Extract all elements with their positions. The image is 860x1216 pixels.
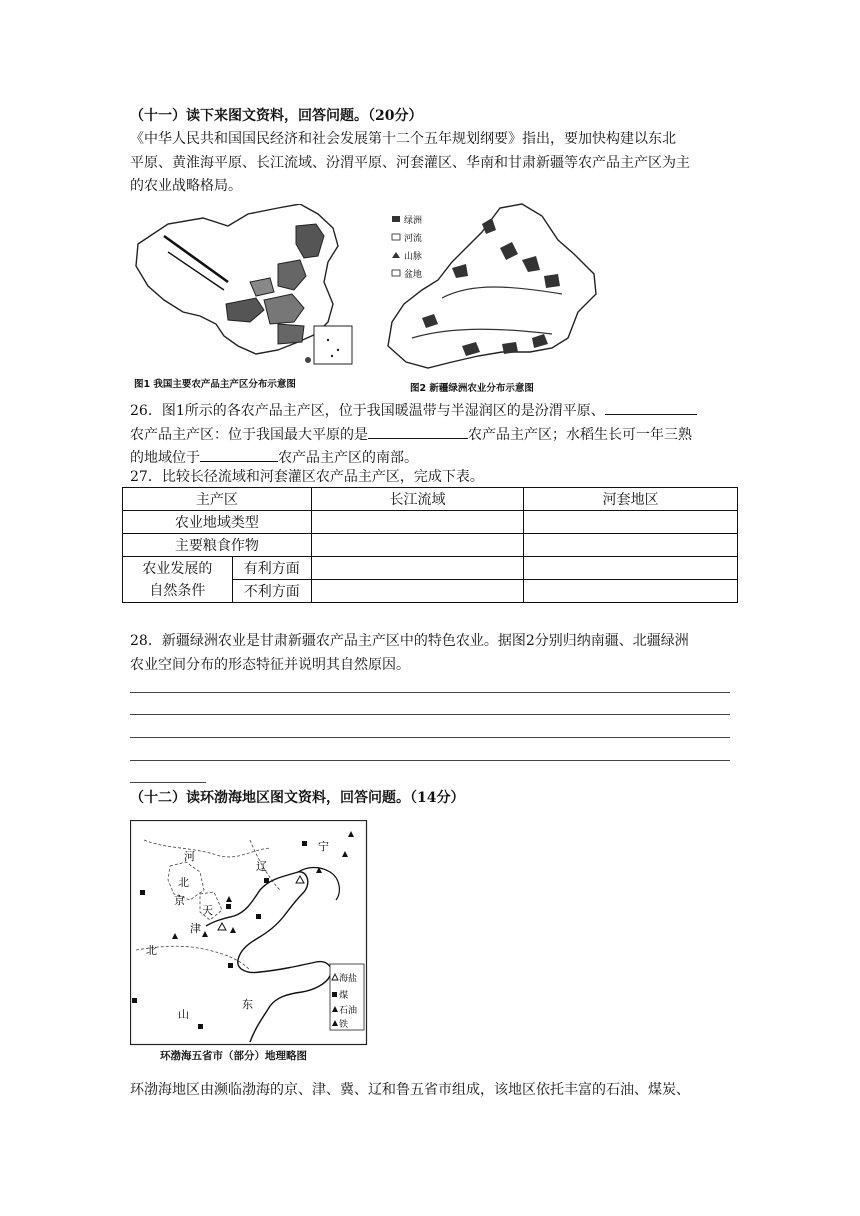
conditions-label-line-2: 自然条件 [149,582,206,599]
table-cell-answer[interactable] [311,511,524,534]
table-row [123,534,738,557]
table-row-label-type: 农业地域类型 [123,511,312,534]
section11-intro-line-1: 《中华人民共和国国民经济和社会发展第十二个五年规划纲要》指出，要加快构建以东北 [130,131,676,147]
section12-closing: 环渤海地区由濒临渤海的京、津、冀、辽和鲁五省市组成，该地区依托丰富的石油、煤炭、 [130,1082,690,1098]
table-cell-answer[interactable] [311,557,524,580]
q26-line-3 [130,447,418,468]
q26-text-2b: 农产品主产区；水稻生长可一年三熟 [468,427,692,443]
q26-blank-1[interactable] [605,400,697,415]
figure2-legend-basin: 盆地 [404,270,423,280]
answer-line[interactable] [130,760,730,761]
figure1-caption: 图1 我国主要农产品主产区分布示意图 [134,379,296,390]
q26-line-1 [130,400,697,421]
q26-line-2 [130,424,692,445]
legend-sea-salt: 海盐 [339,974,358,984]
q27-prompt: 27．比较长径流域和河套灌区农产品主产区，完成下表。 [130,469,484,485]
table-header-hetao: 河套地区 [524,488,738,511]
q26-text-3a: 的地域位于 [130,450,200,466]
legend-oil: 石油 [339,1006,358,1016]
answer-line[interactable] [130,737,730,738]
section11-title: （十一）读下来图文资料，回答问题。（20分） [130,108,423,124]
figure2-legend-mountain: 山脉 [404,252,423,262]
table-cell-answer[interactable] [311,580,524,603]
conditions-label-line-1: 农业发展的 [142,560,213,577]
table-cell-answer[interactable] [524,511,738,534]
map-label-jing: 京 [174,894,185,907]
legend-iron: 铁 [339,1020,349,1030]
table-header-yangtze: 长江流域 [311,488,524,511]
table-row [123,557,738,580]
table-cell-answer[interactable] [524,580,738,603]
legend-coal: 煤 [339,991,349,1001]
table-cell-answer[interactable] [524,557,738,580]
q26-text-2a: 农产品主产区：位于我国最大平原的是 [130,427,368,443]
answer-line[interactable] [130,692,730,693]
map-label-he: 河 [184,850,195,863]
q27-table [122,487,738,603]
q26-text-1: 26．图1所示的各农产品主产区，位于我国暖温带与半湿润区的是汾渭平原、 [130,403,605,419]
section11-intro-line-2: 平原、黄淮海平原、长江流域、汾渭平原、河套灌区、华南和甘肃新疆等农产品主产区为主 [130,155,690,171]
table-row-label-conditions [123,557,233,603]
map-label-bei-2: 北 [146,944,157,957]
map-label-tian: 天 [202,904,213,917]
section11-intro-line-3: 的农业战略格局。 [130,178,242,194]
map-label-bei: 北 [178,876,189,889]
map-label-dong: 东 [242,998,253,1011]
figure2-legend-river: 河流 [404,234,423,244]
table-sub-label-unfavorable: 不利方面 [232,580,311,603]
bohai-map-caption: 环渤海五省市（部分）地理略图 [160,1050,307,1062]
figure1-china-map [128,204,368,374]
map-label-ning: 宁 [318,840,329,853]
table-sub-label-favorable: 有利方面 [232,557,311,580]
q26-blank-3[interactable] [200,447,278,462]
figure2-legend-oasis: 绿洲 [404,216,423,226]
answer-line[interactable] [130,714,730,715]
table-cell-answer[interactable] [311,534,524,557]
map-label-shan: 山 [178,1008,189,1021]
answer-line[interactable] [130,782,206,783]
section12-title: （十二）读环渤海地区图文资料，回答问题。（14分） [130,790,465,806]
bohai-map [130,820,368,1046]
q28-line-1: 28．新疆绿洲农业是甘肃新疆农产品主产区中的特色农业。据图2分别归纳南疆、北疆绿洲 [130,633,689,649]
table-cell-answer[interactable] [524,534,738,557]
table-row-label-crops: 主要粮食作物 [123,534,312,557]
figure2-xinjiang-map [382,202,602,378]
q26-text-3b: 农产品主产区的南部。 [278,450,418,466]
map-label-liao: 辽 [256,860,267,873]
q28-line-2: 农业空间分布的形态特征并说明其自然原因。 [130,657,410,673]
table-header-region: 主产区 [123,488,312,511]
q26-blank-2[interactable] [368,424,468,439]
map-label-jin: 津 [190,922,201,935]
table-row [123,511,738,534]
figure2-caption: 图2 新疆绿洲农业分布示意图 [410,383,534,394]
table-row [123,488,738,511]
